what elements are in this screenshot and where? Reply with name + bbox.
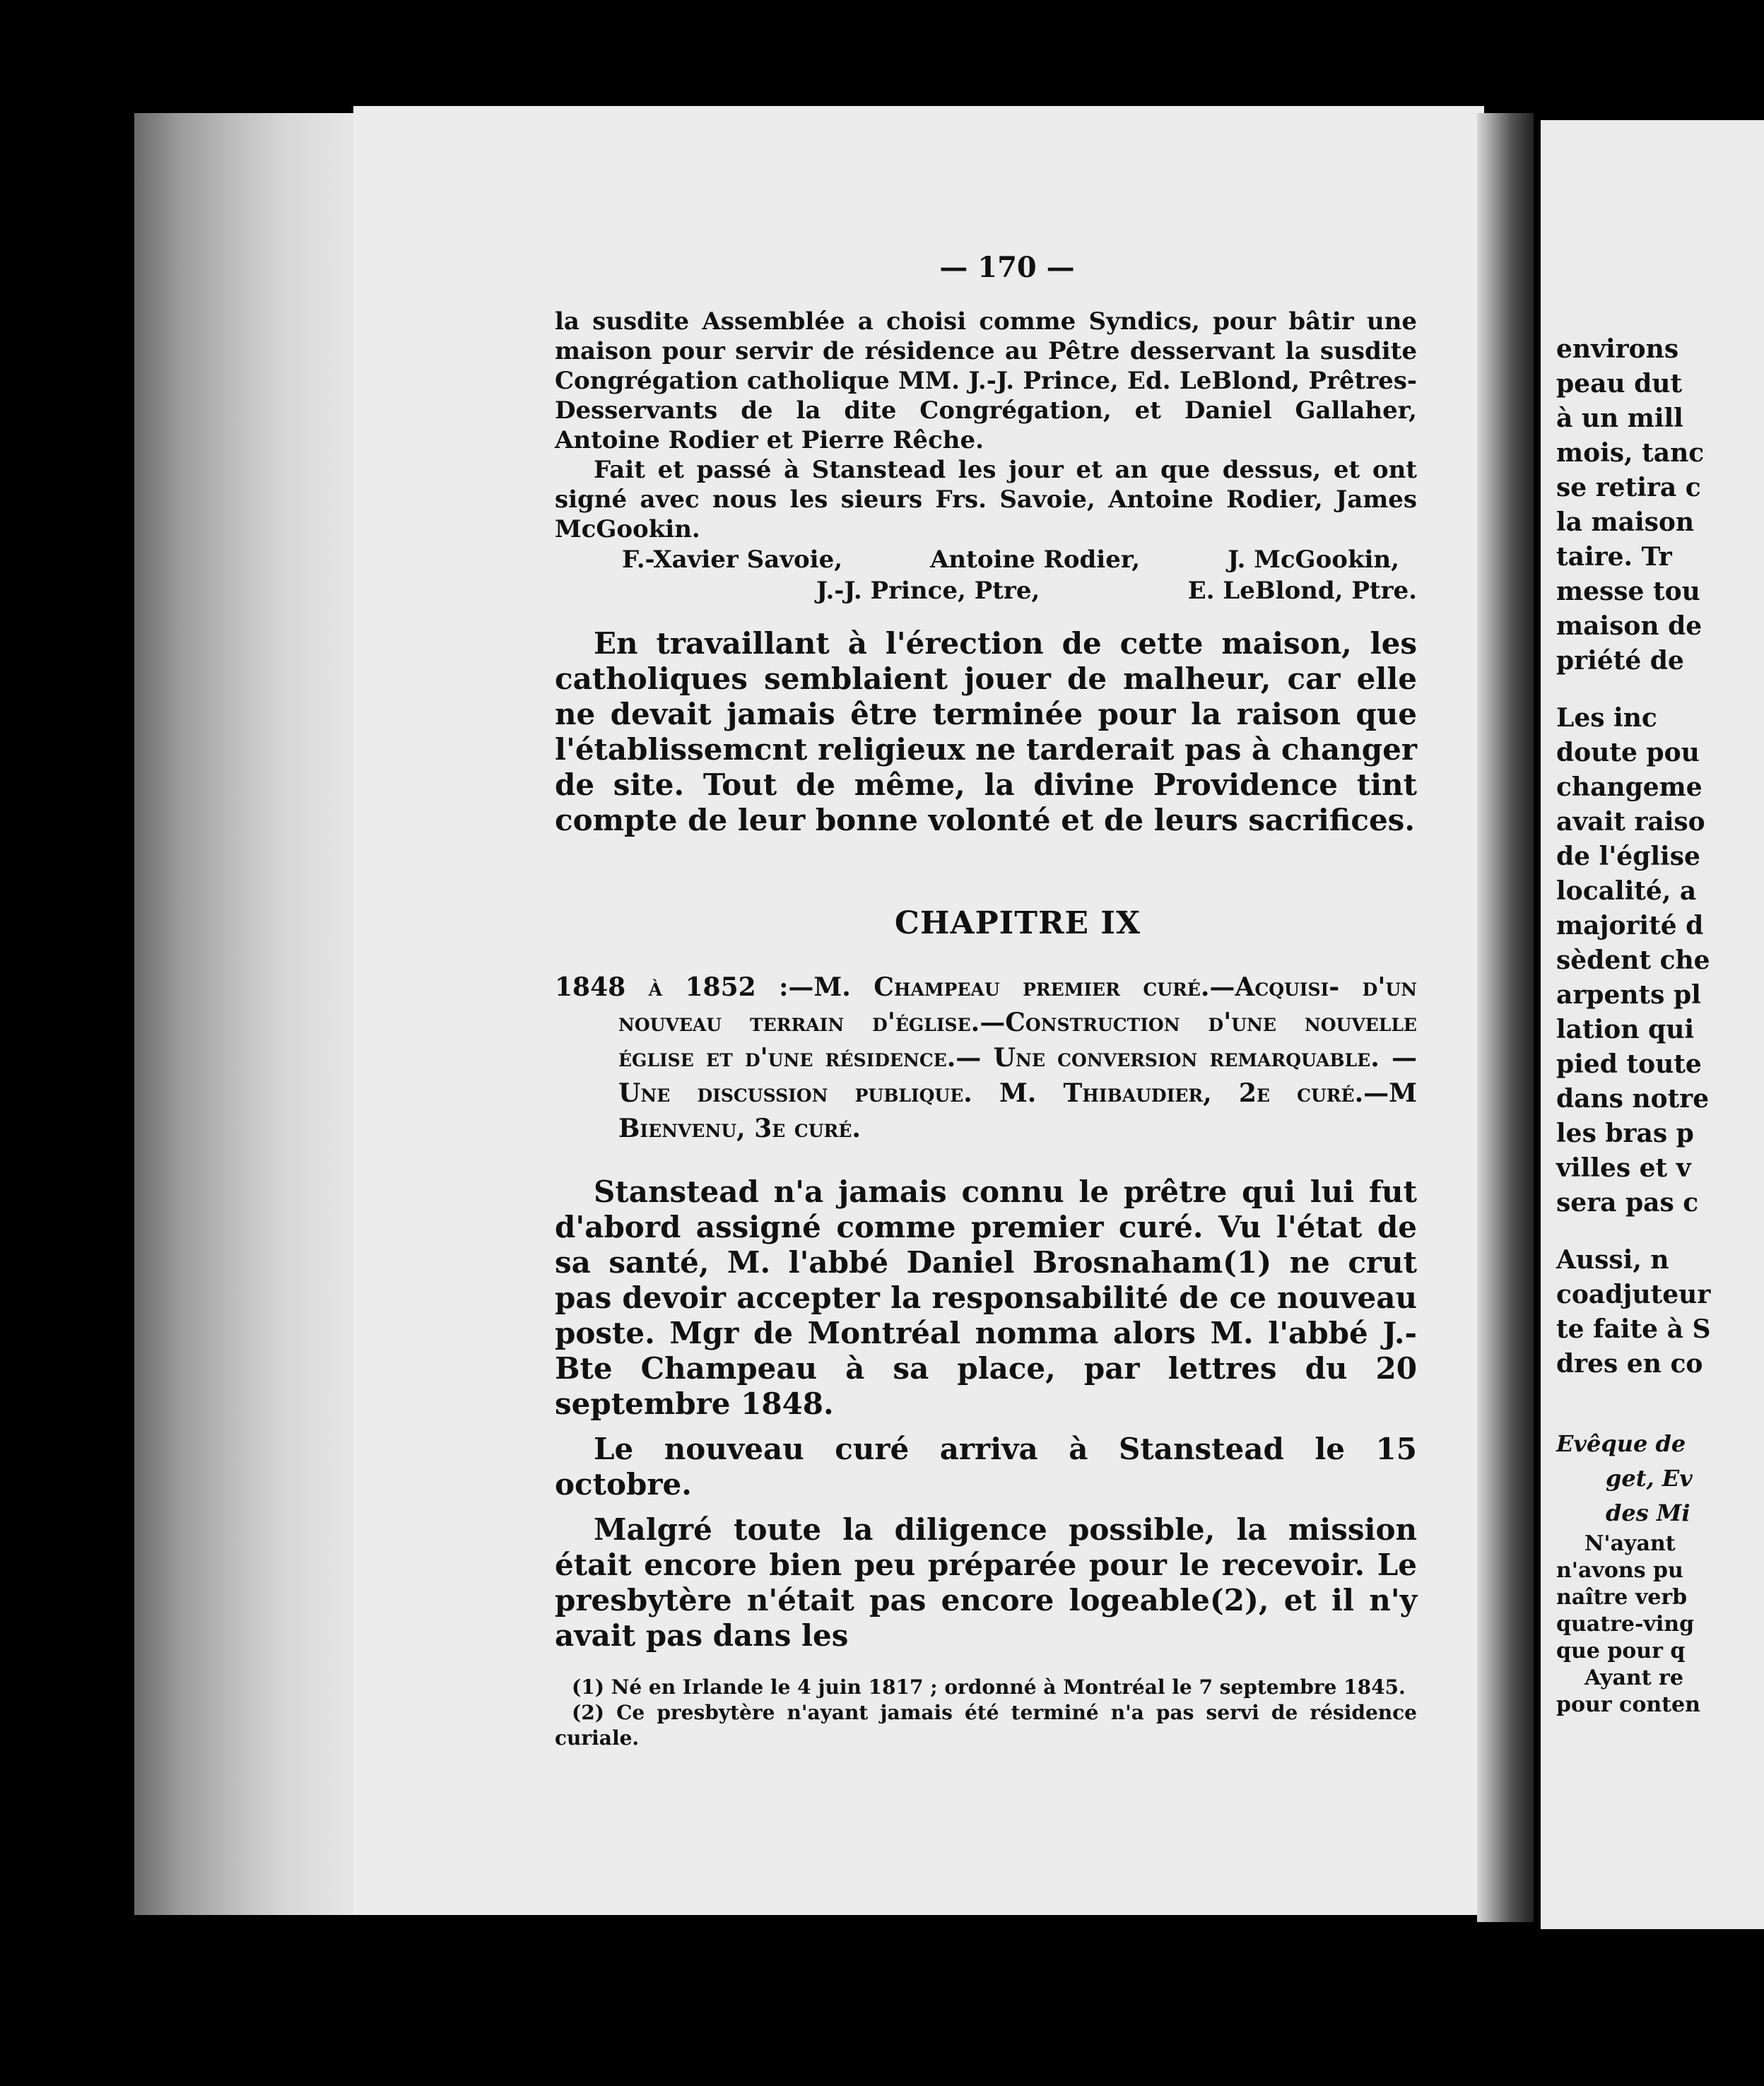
right-line: les bras p [1556,1119,1694,1148]
right-line: quatre-ving [1556,1612,1695,1637]
right-line: sèdent che [1556,945,1710,975]
book-page-edges [134,113,353,1915]
right-line: naître verb [1556,1585,1688,1610]
right-line: changeme [1556,772,1703,802]
right-line: get, Ev [1606,1465,1693,1492]
right-line: N'ayant [1584,1531,1676,1556]
right-line: arpents pl [1556,980,1701,1010]
right-line: pour conten [1556,1692,1700,1717]
chapter-summary: 1848 à 1852 :—M. Champeau premier curé.—Acquisi- d'un nouveau terrain d'église.—Construction d'une nouvelle église et d'une résidence.— Une conversion remarquable. —Une discussion publique. M. Thibaudier, 2e curé.—M Bienvenu, 3e curé. [555,972,1417,1143]
right-line: dans notre [1556,1084,1710,1114]
right-line: te faite à S [1556,1314,1711,1344]
right-line: localité, a [1556,876,1697,906]
right-line: majorité d [1556,911,1704,941]
right-line: messe tou [1556,577,1700,606]
right-line: Ayant re [1584,1666,1683,1690]
right-line: que pour q [1556,1639,1686,1663]
page-number: — 170 — [939,251,1075,284]
right-line: Aussi, n [1556,1245,1669,1275]
right-line: taire. Tr [1556,542,1672,572]
paragraph-construction: En travaillant à l'érection de cette maison, les catholiques semblaient jouer de malheur, car elle ne devait jamais être terminée pour la raison que l'établissemcnt religieux ne tarderait pas à changer de site. Tout de même, la divine Providence tint compte de leur bonne volonté et de leurs sacrifices. [555,626,1417,837]
right-line: la maison [1556,507,1695,537]
right-line: n'avons pu [1556,1558,1683,1583]
right-line: coadjuteur [1556,1280,1711,1309]
right-line: priété de [1556,646,1684,676]
right-line: de l'église [1556,842,1700,871]
signatures [555,544,1417,606]
left-page-text [555,251,1417,1751]
right-line: dres en co [1556,1349,1703,1379]
signature-mcgookin: J. McGookin, [1228,546,1399,574]
book-gutter [1477,113,1534,1922]
right-page-text [1556,332,1710,1719]
footnote-2: (2) Ce presbytère n'ayant jamais été terminé n'a pas servi de résidence curiale. [555,1701,1417,1750]
right-line: se retira c [1556,473,1701,502]
right-line: environs [1556,334,1679,364]
right-line: Evêque de [1556,1430,1686,1457]
right-line: lation qui [1556,1015,1695,1044]
right-line: à un mill [1556,403,1683,433]
right-line: peau dut [1556,369,1683,399]
signature-rodier: Antoine Rodier, [930,546,1141,574]
signature-prince: J.-J. Prince, Ptre, [816,577,1040,605]
right-line: pied toute [1556,1049,1702,1079]
signature-savoie: F.-Xavier Savoie, [622,546,843,574]
right-line: Les inc [1556,703,1657,733]
right-line: maison de [1556,611,1703,641]
right-line: villes et v [1556,1153,1691,1183]
right-line: mois, tanc [1556,438,1705,468]
paragraph-signed: Fait et passé à Stanstead les jour et an que dessus, et ont signé avec nous les sieurs Frs. Savoie, Antoine Rodier, James McGookin. [555,456,1417,543]
right-line: sera pas c [1556,1188,1699,1218]
paragraph-first-cure: Stanstead n'a jamais connu le prêtre qui lui fut d'abord assigné comme premier curé. Vu l'état de sa santé, M. l'abbé Daniel Brosnaham(1) ne crut pas devoir accepter la responsabilité de ce nouveau poste. Mgr de Montréal nomma alors M. l'abbé J.-Bte Champeau à sa place, par lettres du 20 septembre 1848. [555,1174,1417,1421]
paragraph-arrival: Le nouveau curé arriva à Stanstead le 15 octobre. [555,1432,1417,1502]
paragraph-syndics: la susdite Assemblée a choisi comme Syndics, pour bâtir une maison pour servir de résidence au Pêtre desservant la susdite Congrégation catholique MM. J.-J. Prince, Ed. LeBlond, Prêtres-Desservants de la dite Congrégation, et Daniel Gallaher, Antoine Rodier et Pierre Rêche. [555,307,1417,454]
right-line: doute pou [1556,738,1700,767]
signature-leblond: E. LeBlond, Ptre. [1187,577,1417,605]
paragraph-mission: Malgré toute la diligence possible, la mission était encore bien peu préparée pour le recevoir. Le presbytère n'était pas encore logeable(2), et il n'y avait pas dans les [555,1512,1417,1653]
right-line: avait raiso [1556,807,1705,837]
right-page [1541,120,1764,1929]
chapter-title: CHAPITRE IX [894,905,1141,941]
right-line: des Mi [1606,1499,1690,1526]
footnotes [555,1675,1417,1751]
footnote-1: (1) Né en Irlande le 4 juin 1817 ; ordonné à Montréal le 7 septembre 1845. [572,1675,1406,1699]
